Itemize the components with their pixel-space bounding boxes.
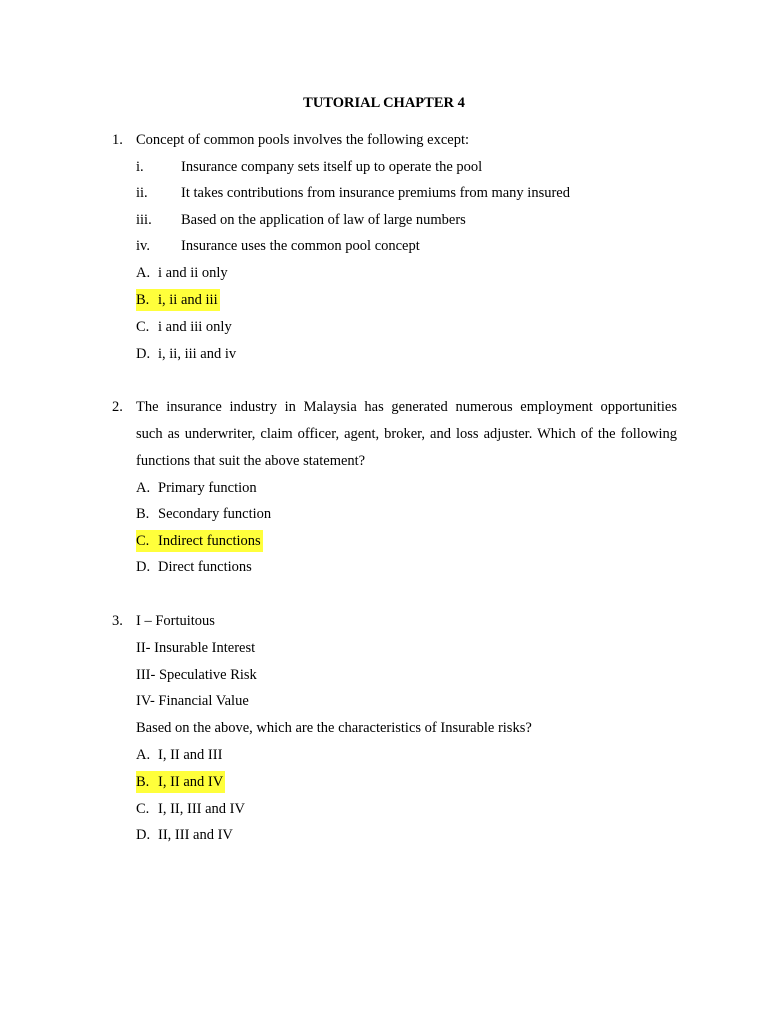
q1-item-1-number: i.: [136, 159, 144, 175]
q3-item-1: I – Fortuitous: [136, 613, 215, 629]
option-letter: C.: [136, 319, 150, 335]
option-letter: B.: [136, 774, 150, 790]
q1-item-4-number: iv.: [136, 238, 150, 254]
q3-item-4: IV- Financial Value: [136, 693, 249, 709]
option-text: I, II, III and IV: [158, 801, 245, 817]
q1-item-2-number: ii.: [136, 185, 148, 201]
option-text: i, ii, iii and iv: [158, 346, 237, 362]
q1-option-d: [136, 343, 236, 365]
option-letter: D.: [136, 559, 151, 575]
option-letter: A.: [136, 265, 151, 281]
q2-option-a: [136, 477, 257, 499]
option-letter: B.: [136, 292, 150, 308]
option-letter: A.: [136, 747, 151, 763]
option-letter: D.: [136, 827, 151, 843]
q1-item-3-text: Based on the application of law of large numbers: [181, 212, 466, 228]
answer-highlight: [136, 771, 225, 793]
question-2-number: 2.: [112, 399, 123, 415]
q2-option-d: [136, 556, 252, 578]
q1-option-a: [136, 262, 228, 284]
option-text: Direct functions: [158, 559, 252, 575]
question-3-text: Based on the above, which are the characteristics of Insurable risks?: [136, 720, 532, 736]
option-letter: A.: [136, 480, 151, 496]
option-text: i and ii only: [158, 265, 228, 281]
option-text: I, II and IV: [158, 774, 224, 790]
question-2-line-1: The insurance industry in Malaysia has generated numerous employment opportunities: [136, 399, 677, 415]
answer-highlight: [136, 289, 220, 311]
option-text: i, ii and iii: [158, 292, 218, 308]
question-2-line-3: functions that suit the above statement?: [136, 453, 366, 469]
option-text: Indirect functions: [158, 533, 261, 549]
q1-option-c: [136, 316, 232, 338]
answer-highlight: [136, 530, 263, 552]
q1-item-2-text: It takes contributions from insurance premiums from many insured: [181, 185, 570, 201]
question-2-line-2: such as underwriter, claim officer, agent, broker, and loss adjuster. Which of the following: [136, 426, 677, 442]
q3-option-d: [136, 824, 233, 846]
option-letter: C.: [136, 801, 150, 817]
q3-option-a: [136, 744, 222, 766]
q1-option-b-answer: [136, 289, 220, 311]
option-letter: C.: [136, 533, 150, 549]
q1-item-4-text: Insurance uses the common pool concept: [181, 238, 420, 254]
option-letter: D.: [136, 346, 151, 362]
q1-item-3-number: iii.: [136, 212, 152, 228]
question-1-number: 1.: [112, 132, 123, 148]
q3-option-b-answer: [136, 771, 225, 793]
q3-item-3: III- Speculative Risk: [136, 667, 257, 683]
option-text: I, II and III: [158, 747, 223, 763]
option-text: Primary function: [158, 480, 257, 496]
q2-option-b: [136, 503, 271, 525]
question-1-text: Concept of common pools involves the following except:: [136, 132, 470, 148]
page-title: TUTORIAL CHAPTER 4: [303, 95, 465, 111]
option-letter: B.: [136, 506, 150, 522]
q1-item-1-text: Insurance company sets itself up to operate the pool: [181, 159, 483, 175]
option-text: i and iii only: [158, 319, 232, 335]
q2-option-c-answer: [136, 530, 263, 552]
q3-option-c: [136, 798, 245, 820]
q3-item-2: II- Insurable Interest: [136, 640, 256, 656]
option-text: Secondary function: [158, 506, 272, 522]
question-3-number: 3.: [112, 613, 123, 629]
option-text: II, III and IV: [158, 827, 233, 843]
